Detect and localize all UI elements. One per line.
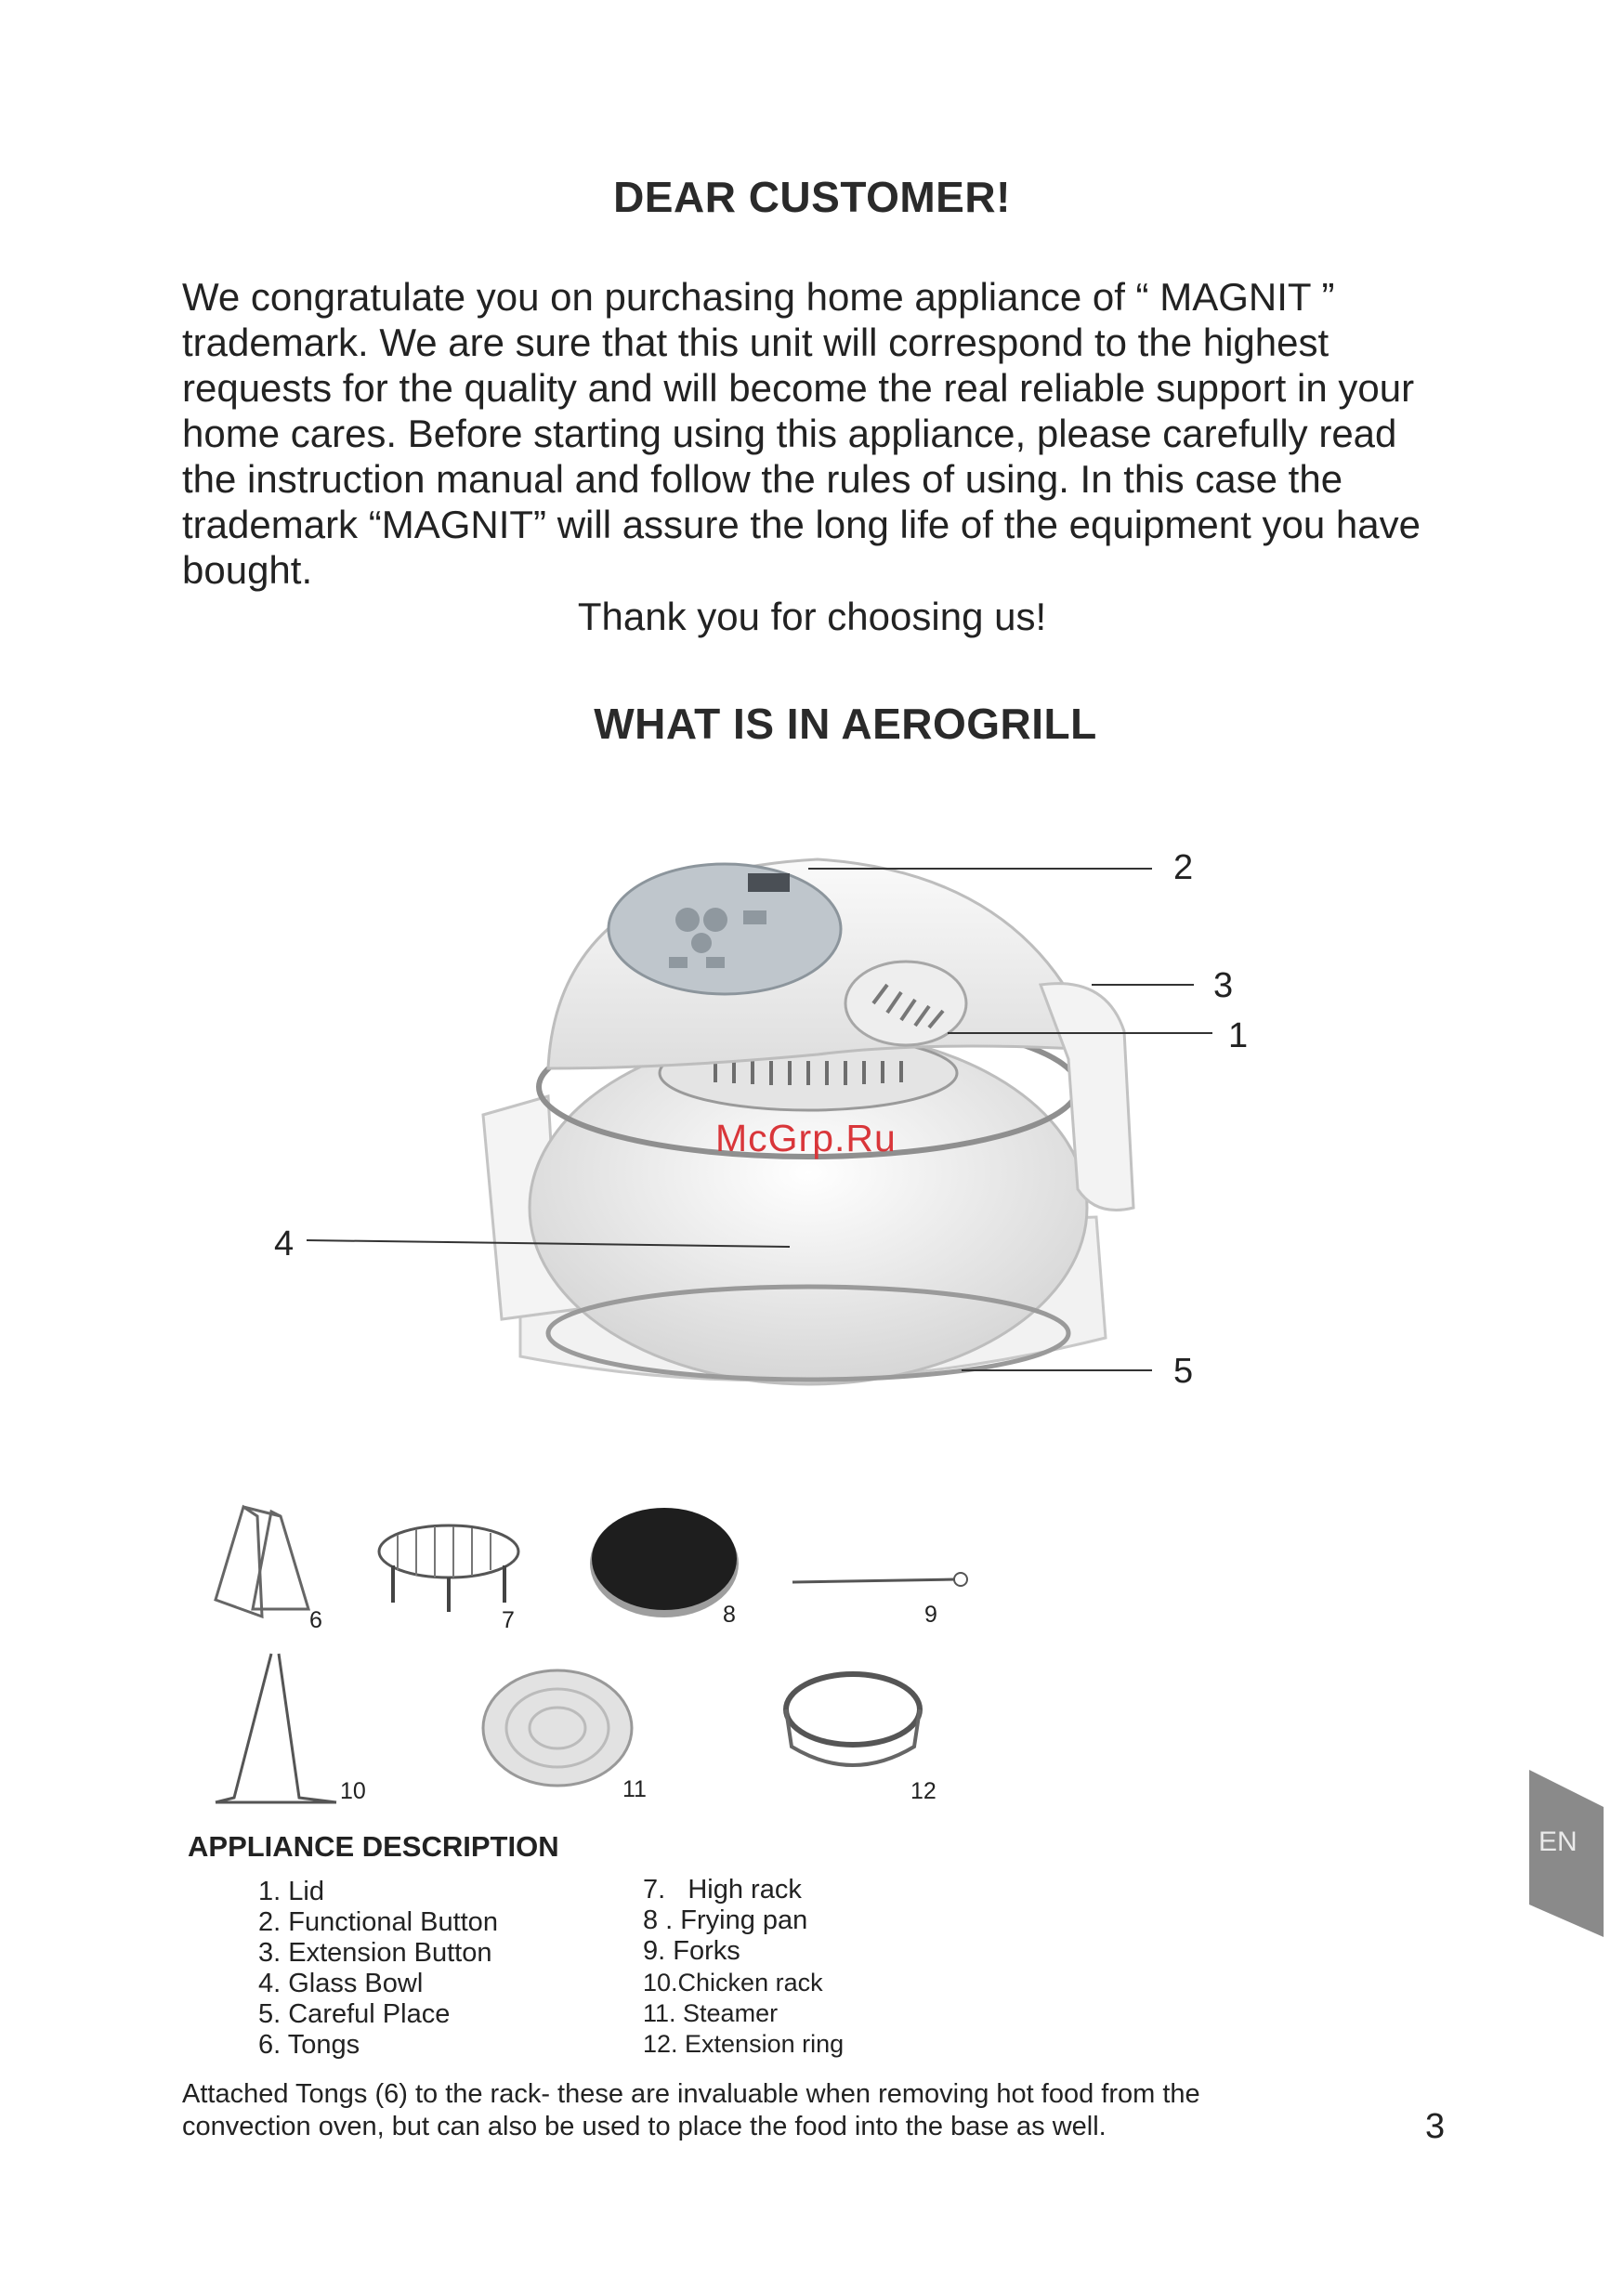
page-number: 3 (1425, 2107, 1446, 2146)
appliance-description-heading: APPLIANCE DESCRIPTION (188, 1830, 559, 1863)
intro-line: We congratulate you on purchasing home appliance of “ MAGNIT ” (182, 275, 1335, 319)
extension-ring-illustration (779, 1668, 927, 1788)
steamer-illustration (478, 1663, 636, 1793)
accessory-number: 10 (340, 1778, 366, 1804)
callout-number: 2 (1173, 848, 1194, 887)
description-item: 5. Careful Place (258, 1999, 451, 2029)
section-title: WHAT IS IN AEROGRILL (594, 700, 1097, 748)
intro-line: bought. (182, 548, 313, 592)
accessory-number: 11 (622, 1776, 647, 1802)
description-item: 11. Steamer (643, 1999, 779, 2027)
description-item: 12. Extension ring (643, 2030, 845, 2058)
callout-number: 4 (274, 1224, 295, 1263)
footnote-line: convection oven, but can also be used to place the food into the base as well. (182, 2112, 1107, 2141)
forks-illustration (788, 1568, 974, 1596)
accessory-number: 6 (309, 1607, 322, 1633)
intro-line: requests for the quality and will become the real reliable support in your (182, 366, 1415, 410)
accessory-number: 7 (502, 1607, 515, 1633)
page-title: DEAR CUSTOMER! (613, 173, 1011, 221)
description-item: 8 . Frying pan (643, 1905, 808, 1935)
description-item: 10.Chicken rack (643, 1969, 823, 1997)
description-item: 1. Lid (258, 1877, 324, 1906)
watermark: McGrp.Ru (715, 1117, 897, 1159)
chicken-rack-illustration (206, 1649, 346, 1812)
callout-number: 3 (1213, 966, 1234, 1005)
description-item: 4. Glass Bowl (258, 1969, 424, 1998)
description-item: 6. Tongs (258, 2030, 360, 2060)
tongs-illustration (206, 1498, 318, 1628)
intro-line: trademark “MAGNIT” will assure the long life of the equipment you have (182, 503, 1421, 546)
description-item: 2. Functional Button (258, 1907, 498, 1937)
accessory-number: 12 (910, 1778, 936, 1804)
intro-line: home cares. Before starting using this appliance, please carefully read (182, 412, 1397, 455)
callout-number: 1 (1228, 1016, 1249, 1055)
description-item: 3. Extension Button (258, 1938, 492, 1968)
intro-line: the instruction manual and follow the rules of using. In this case the (182, 457, 1343, 501)
high-rack-illustration (370, 1514, 528, 1617)
frying-pan-illustration (585, 1503, 743, 1624)
description-item: 9. Forks (643, 1936, 740, 1966)
description-item: 7. High rack (643, 1875, 802, 1905)
accessory-number: 9 (924, 1602, 937, 1628)
thanks-line: Thank you for choosing us! (577, 595, 1047, 638)
footnote-line: Attached Tongs (6) to the rack- these are invaluable when removing hot food from the (182, 2079, 1200, 2109)
language-tab-label: EN (1539, 1826, 1578, 1857)
accessory-number: 8 (723, 1602, 736, 1628)
callout-number: 5 (1173, 1352, 1194, 1391)
intro-line: trademark. We are sure that this unit will correspond to the highest (182, 321, 1329, 364)
